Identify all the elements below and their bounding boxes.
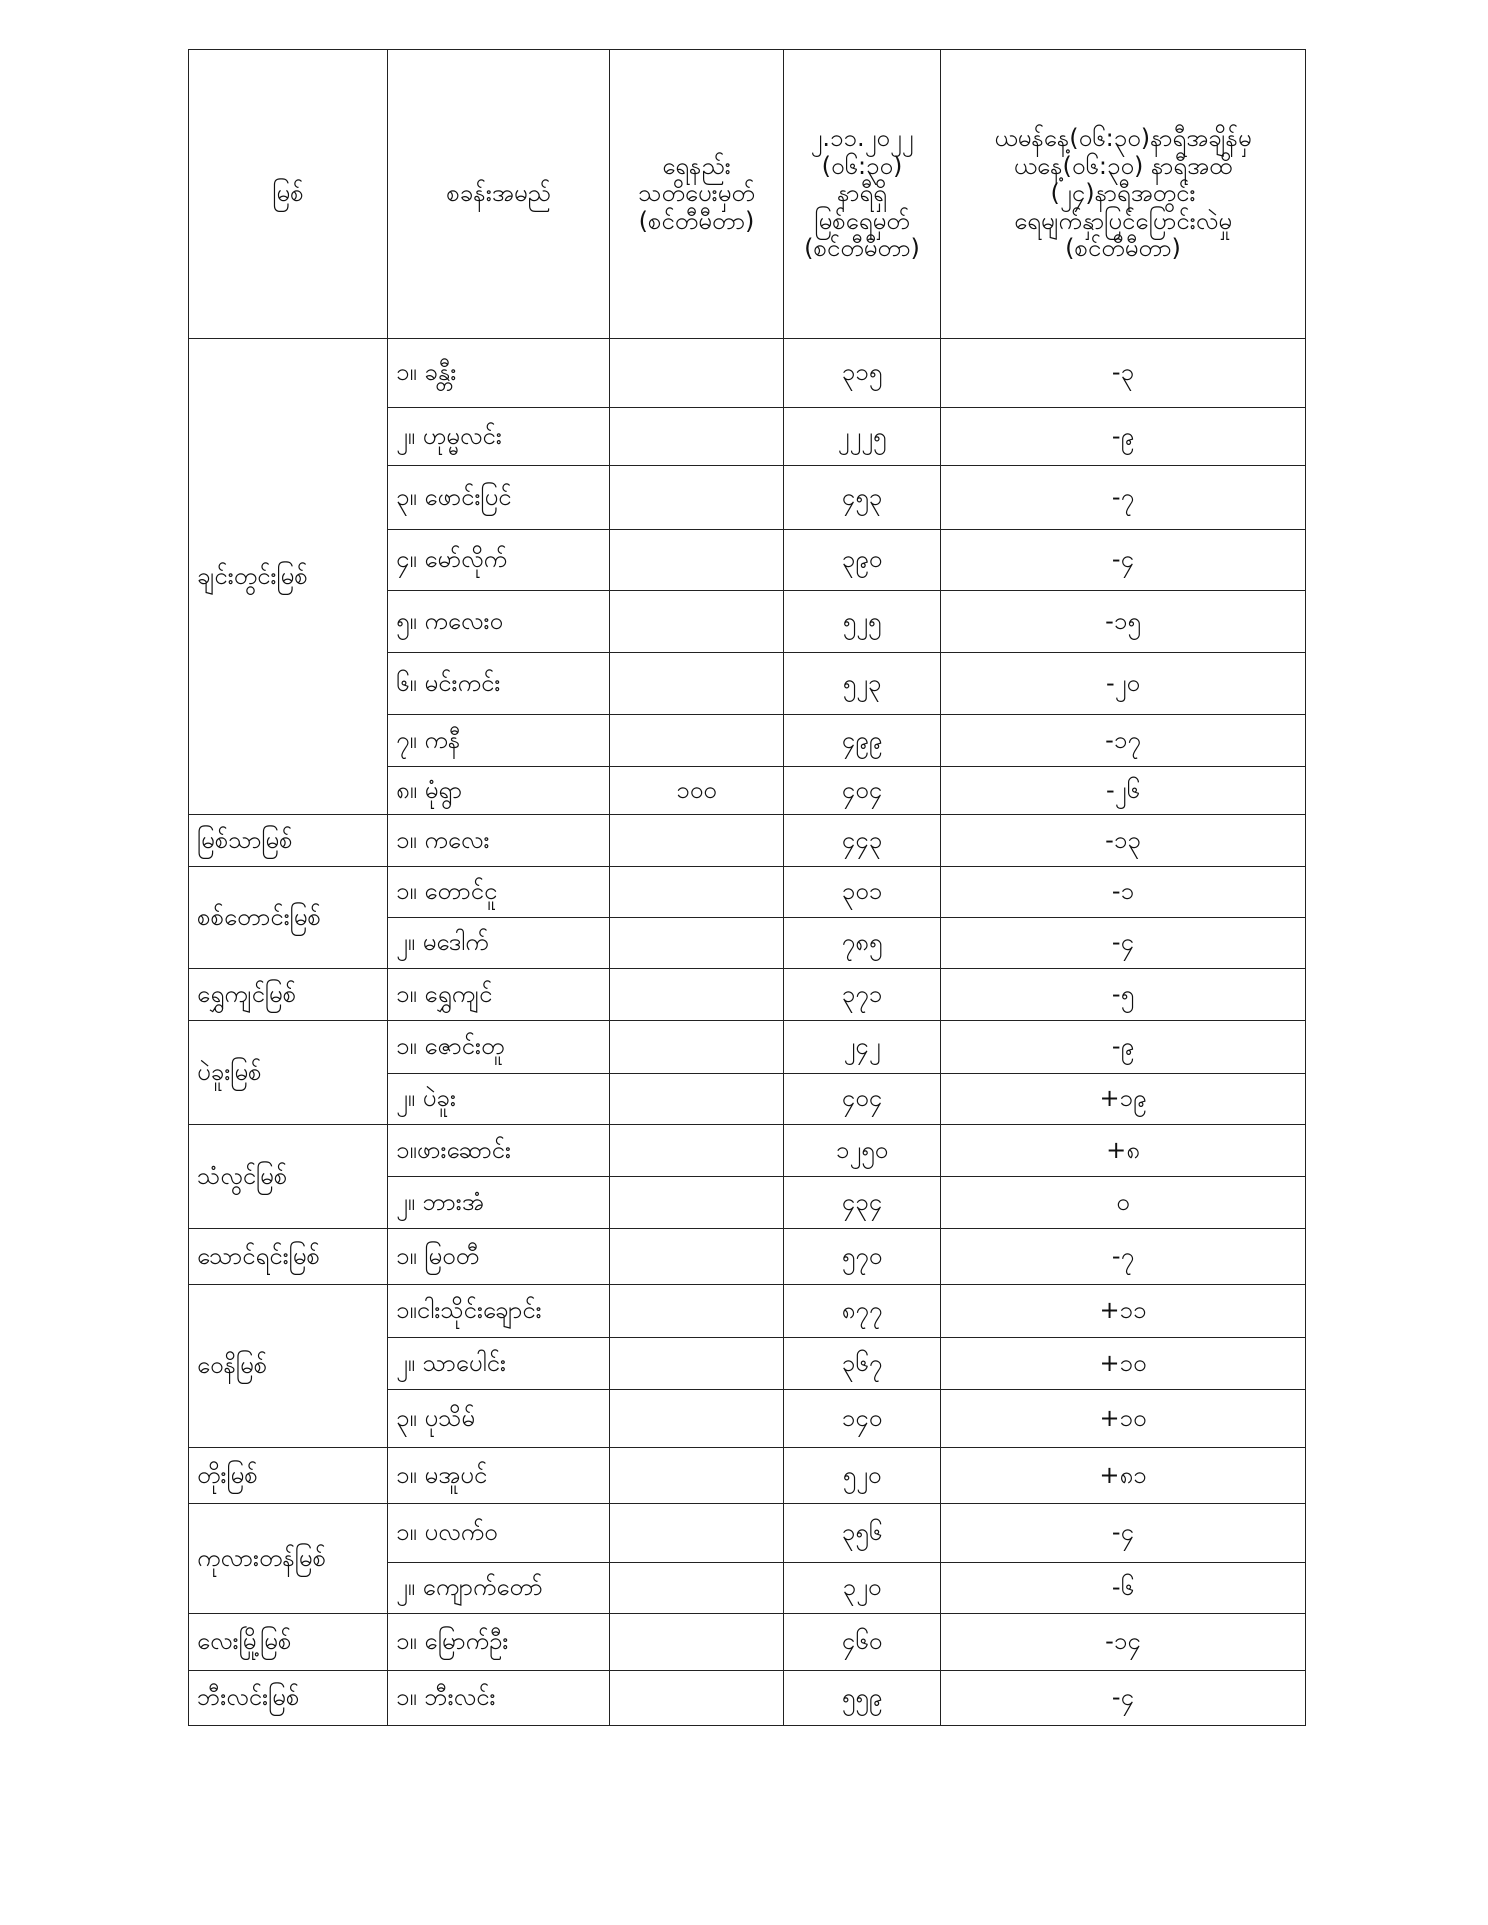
water-level-cell: ၁၂၅၀ [784, 1125, 941, 1177]
level-change-cell: -၁ [941, 867, 1306, 918]
water-level-cell: ၅၂၀ [784, 1448, 941, 1504]
station-name-cell: ၁။ ရွှေကျင် [388, 969, 610, 1021]
danger-level-cell [610, 867, 784, 918]
danger-level-cell [610, 1021, 784, 1074]
level-change-cell: +၈၁ [941, 1448, 1306, 1504]
station-name-cell: ၁။ မြဝတီ [388, 1229, 610, 1285]
level-change-cell: +၁၀ [941, 1338, 1306, 1390]
danger-level-cell [610, 530, 784, 591]
water-level-cell: ၂၂၂၅ [784, 408, 941, 466]
header-danger-level [610, 50, 784, 339]
river-name-cell: တိုးမြစ် [189, 1448, 388, 1504]
danger-level-cell [610, 1285, 784, 1338]
station-name-cell: ၁။ငါးသိုင်းချောင်း [388, 1285, 610, 1338]
header-row [189, 50, 1306, 339]
river-name-cell: ကုလားတန်မြစ် [189, 1504, 388, 1614]
table-row [189, 815, 1306, 867]
header-change-line: (၂၄)နာရီအတွင်း [1050, 179, 1196, 208]
level-change-cell: -၂၀ [941, 653, 1306, 715]
river-name-cell: ဝေနိမြစ် [189, 1285, 388, 1448]
danger-level-cell [610, 1338, 784, 1390]
river-name-cell: ရွှေကျင်မြစ် [189, 969, 388, 1021]
header-change-line: ယနေ့(၀၆:၃၀) နာရီအထိ [1013, 151, 1233, 180]
level-change-cell: +၈ [941, 1125, 1306, 1177]
water-level-cell: ၄၀၄ [784, 1074, 941, 1125]
level-change-cell: -၇ [941, 1229, 1306, 1285]
table-row [189, 1614, 1306, 1671]
water-level-cell: ၅၅၉ [784, 1671, 941, 1726]
level-change-cell: -၄ [941, 1671, 1306, 1726]
water-level-cell: ၃၆၇ [784, 1338, 941, 1390]
danger-level-cell: ၁၀၀ [610, 767, 784, 815]
level-change-cell: ၀ [941, 1177, 1306, 1229]
water-level-cell: ၈၇၇ [784, 1285, 941, 1338]
header-water-level [784, 50, 941, 339]
danger-level-cell [610, 339, 784, 408]
header-danger-line: ရေနည်း [662, 151, 731, 180]
header-change [941, 50, 1306, 339]
river-name-cell: ပဲခူးမြစ် [189, 1021, 388, 1125]
station-name-cell: ၂။ သာပေါင်း [388, 1338, 610, 1390]
level-change-cell: -၄ [941, 530, 1306, 591]
header-level-line: မြစ်ရေမှတ် [814, 206, 910, 235]
water-level-cell: ၃၇၁ [784, 969, 941, 1021]
level-change-cell: -၃ [941, 339, 1306, 408]
station-name-cell: ၅။ ကလေးဝ [388, 591, 610, 653]
table-row [189, 1285, 1306, 1338]
danger-level-cell [610, 815, 784, 867]
station-name-cell: ၁။ဖားဆောင်း [388, 1125, 610, 1177]
river-name-cell: သံလွင်မြစ် [189, 1125, 388, 1229]
river-level-table [188, 49, 1306, 1726]
header-level-line: (စင်တီမီတာ) [804, 234, 920, 263]
level-change-cell: +၁၀ [941, 1390, 1306, 1448]
station-name-cell: ၁။ ဘီးလင်း [388, 1671, 610, 1726]
station-name-cell: ၇။ ကနီ [388, 715, 610, 767]
danger-level-cell [610, 1177, 784, 1229]
river-name-cell: ချင်းတွင်းမြစ် [189, 339, 388, 815]
river-name-cell: မြစ်သာမြစ် [189, 815, 388, 867]
water-level-cell: ၅၂၅ [784, 591, 941, 653]
header-level-line: (၀၆:၃၀) [821, 151, 903, 180]
level-change-cell: -၅ [941, 969, 1306, 1021]
table-row [189, 1671, 1306, 1726]
level-change-cell: -၄ [941, 1504, 1306, 1563]
station-name-cell: ၆။ မင်းကင်း [388, 653, 610, 715]
water-level-cell: ၅၇၀ [784, 1229, 941, 1285]
danger-level-cell [610, 1448, 784, 1504]
level-change-cell: -၄ [941, 918, 1306, 969]
header-station: စခန်းအမည် [388, 50, 610, 339]
danger-level-cell [610, 1563, 784, 1614]
station-name-cell: ၁။ ကလေး [388, 815, 610, 867]
station-name-cell: ၂။ ဘားအံ [388, 1177, 610, 1229]
station-name-cell: ၄။ မော်လိုက် [388, 530, 610, 591]
level-change-cell: -၂၆ [941, 767, 1306, 815]
danger-level-cell [610, 1614, 784, 1671]
station-name-cell: ၁။ ပလက်ဝ [388, 1504, 610, 1563]
level-change-cell: -၁၅ [941, 591, 1306, 653]
table-row [189, 969, 1306, 1021]
header-river: မြစ် [189, 50, 388, 339]
level-change-cell: -၁၄ [941, 1614, 1306, 1671]
danger-level-cell [610, 918, 784, 969]
danger-level-cell [610, 1125, 784, 1177]
level-change-cell: +၁၉ [941, 1074, 1306, 1125]
level-change-cell: -၇ [941, 466, 1306, 530]
river-name-cell: စစ်တောင်းမြစ် [189, 867, 388, 969]
table-row [189, 1125, 1306, 1177]
level-change-cell: -၁၇ [941, 715, 1306, 767]
station-name-cell: ၃။ ဖောင်းပြင် [388, 466, 610, 530]
danger-level-cell [610, 715, 784, 767]
danger-level-cell [610, 408, 784, 466]
water-level-cell: ၄၉၉ [784, 715, 941, 767]
station-name-cell: ၁။ ခန္တီး [388, 339, 610, 408]
water-level-cell: ၃၅၆ [784, 1504, 941, 1563]
station-name-cell: ၁။ ဇောင်းတူ [388, 1021, 610, 1074]
water-level-cell: ၃၀၁ [784, 867, 941, 918]
station-name-cell: ၂။ ကျောက်တော် [388, 1563, 610, 1614]
danger-level-cell [610, 969, 784, 1021]
danger-level-cell [610, 591, 784, 653]
water-level-cell: ၇၈၅ [784, 918, 941, 969]
water-level-cell: ၄၀၄ [784, 767, 941, 815]
header-level-line: နာရီရှိ [837, 179, 887, 208]
station-name-cell: ၈။ မုံရွာ [388, 767, 610, 815]
water-level-cell: ၁၄၀ [784, 1390, 941, 1448]
station-name-cell: ၃။ ပုသိမ် [388, 1390, 610, 1448]
station-name-cell: ၂။ ပဲခူး [388, 1074, 610, 1125]
water-level-cell: ၄၄၃ [784, 815, 941, 867]
water-level-cell: ၂၄၂ [784, 1021, 941, 1074]
water-level-cell: ၃၂၀ [784, 1563, 941, 1614]
header-change-line: (စင်တီမီတာ) [1065, 234, 1181, 263]
level-change-cell: -၆ [941, 1563, 1306, 1614]
water-level-cell: ၃၉၀ [784, 530, 941, 591]
station-name-cell: ၁။ မအူပင် [388, 1448, 610, 1504]
station-name-cell: ၂။ ဟုမ္မလင်း [388, 408, 610, 466]
level-change-cell: -၉ [941, 408, 1306, 466]
table-row [189, 1021, 1306, 1074]
river-name-cell: သောင်ရင်းမြစ် [189, 1229, 388, 1285]
table-row [189, 1448, 1306, 1504]
river-name-cell: လေးမြို့မြစ် [189, 1614, 388, 1671]
table-row [189, 339, 1306, 408]
water-level-cell: ၅၂၃ [784, 653, 941, 715]
water-level-cell: ၃၁၅ [784, 339, 941, 408]
station-name-cell: ၂။ မဒေါက် [388, 918, 610, 969]
header-danger-line: သတိပေးမှတ် [638, 179, 755, 208]
header-change-line: ယမန်နေ့(၀၆:၃၀)နာရီအချိန်မှ [994, 124, 1252, 153]
header-level-line: ၂.၁၁.၂၀၂၂ [810, 124, 914, 153]
level-change-cell: -၉ [941, 1021, 1306, 1074]
table-row [189, 867, 1306, 918]
water-level-cell: ၄၅၃ [784, 466, 941, 530]
danger-level-cell [610, 653, 784, 715]
river-name-cell: ဘီးလင်းမြစ် [189, 1671, 388, 1726]
table-body [189, 339, 1306, 1726]
station-name-cell: ၁။ မြောက်ဦး [388, 1614, 610, 1671]
level-change-cell: -၁၃ [941, 815, 1306, 867]
station-name-cell: ၁။ တောင်ငူ [388, 867, 610, 918]
danger-level-cell [610, 1504, 784, 1563]
danger-level-cell [610, 1671, 784, 1726]
danger-level-cell [610, 1074, 784, 1125]
water-level-cell: ၄၃၄ [784, 1177, 941, 1229]
water-level-cell: ၄၆၀ [784, 1614, 941, 1671]
danger-level-cell [610, 466, 784, 530]
table-row [189, 1229, 1306, 1285]
level-change-cell: +၁၁ [941, 1285, 1306, 1338]
header-danger-line: (စင်တီမီတာ) [638, 206, 755, 235]
danger-level-cell [610, 1229, 784, 1285]
header-change-line: ရေမျက်နှာပြင်ပြောင်းလဲမှု [1014, 206, 1232, 235]
danger-level-cell [610, 1390, 784, 1448]
table-row [189, 1504, 1306, 1563]
